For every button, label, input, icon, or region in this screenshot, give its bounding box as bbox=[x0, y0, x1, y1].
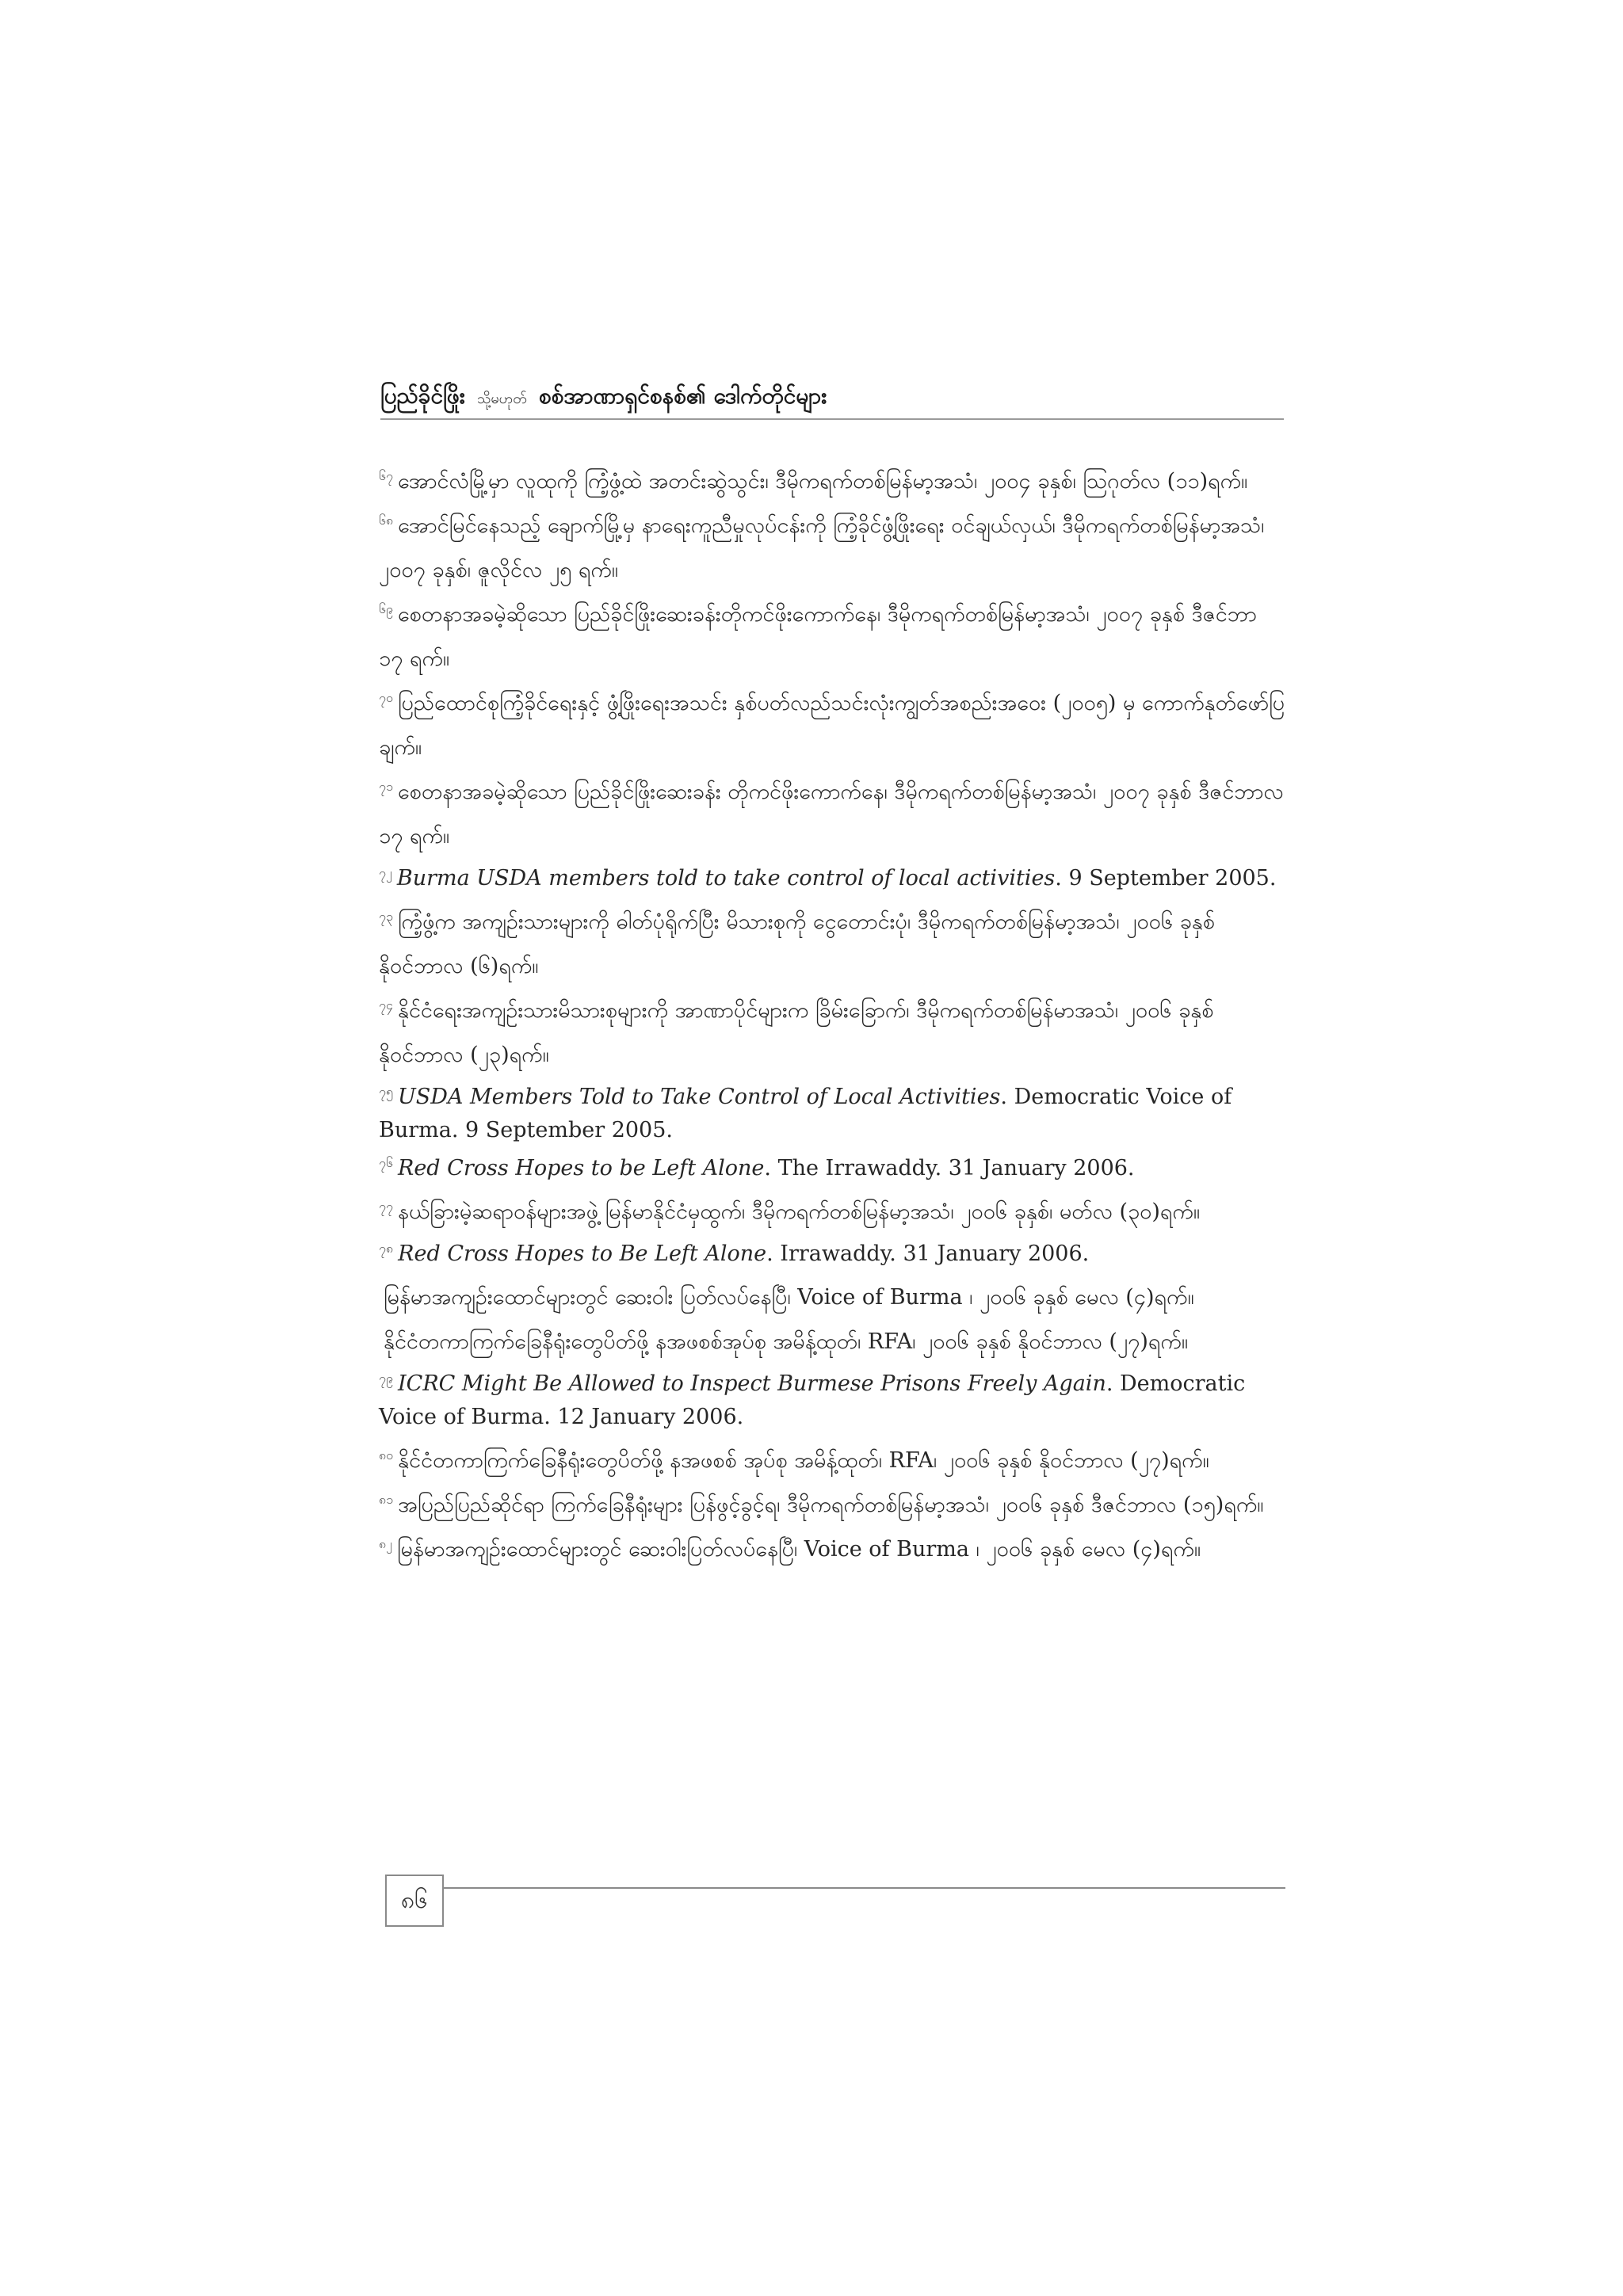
endnote bbox=[379, 593, 1286, 681]
endnote bbox=[379, 504, 1286, 593]
endnote bbox=[379, 460, 1286, 504]
endnote-text: နိုင်ငံတကာကြက်ခြေနီရုံးတွေပိတ်ဖို့ နအဖစစ်အုပ်စု အမိန့်ထုတ်၊ RFA၊ ၂၀၀၆ ခုနှစ် နိုဝင်ဘာလ (၂၇)ရက်။ bbox=[384, 1329, 1188, 1354]
endnote-title: ICRC Might Be Allowed to Inspect Burmese Prisons Freely Again bbox=[398, 1371, 1106, 1396]
endnote bbox=[379, 1483, 1286, 1527]
endnote-ref: ၇၅ bbox=[379, 1084, 393, 1099]
endnote-ref: ၇၄ bbox=[379, 997, 393, 1013]
endnote bbox=[379, 681, 1286, 770]
header-title: ပြည်ခိုင်ဖြိုး bbox=[380, 383, 465, 409]
endnote-ref: ၇၂ bbox=[379, 865, 392, 880]
endnote bbox=[379, 900, 1286, 989]
endnote bbox=[379, 1190, 1286, 1234]
endnote-ref: ၈၂ bbox=[379, 1536, 392, 1551]
endnote-title: Red Cross Hopes to Be Left Alone bbox=[398, 1241, 767, 1266]
endnote-ref: ၇၀ bbox=[379, 690, 393, 705]
endnote bbox=[379, 1238, 1286, 1271]
endnote-ref: ၆၇ bbox=[379, 468, 393, 483]
endnote bbox=[379, 1367, 1286, 1434]
endnote bbox=[379, 1276, 1286, 1320]
endnote bbox=[379, 989, 1286, 1077]
endnote-text: . Democratic Voice of Burma. 12 January 2006. bbox=[379, 1371, 1246, 1429]
footer-rule bbox=[444, 1887, 1285, 1889]
endnote-text: ပြည်ထောင်စုကြံ့ခိုင်ရေးနှင့် ဖွံ့ဖြိုးရေးအသင်း နှစ်ပတ်လည်သင်းလုံးကျွတ်အစည်းအဝေး (၂၀၀၅) မှ ကောက်နုတ်ဖော်ပြချက်။ bbox=[379, 691, 1285, 760]
endnotes-list bbox=[379, 460, 1286, 1572]
endnote bbox=[379, 1527, 1286, 1572]
endnote bbox=[379, 1152, 1286, 1185]
endnote-ref: ၈၁ bbox=[379, 1492, 394, 1507]
endnote bbox=[379, 1081, 1286, 1147]
endnote-title: Burma USDA members told to take control of local activities bbox=[396, 866, 1056, 891]
running-header bbox=[380, 379, 1284, 420]
header-subtitle: စစ်အာဏာရှင်စနစ်၏ ဒေါက်တိုင်များ bbox=[538, 383, 827, 409]
endnote-ref: ၈၀ bbox=[379, 1447, 394, 1463]
endnote-text: အောင်မြင်နေသည့် ချောက်မြို့မှ နာရေးကူညီမှုလုပ်ငန်းကို ကြံ့ခိုင်ဖွံ့ဖြိုးရေး ဝင်ချယ်လှယ်၊ ဒီမိုကရက်တစ်မြန်မာ့အသံ၊ ၂၀၀၇ ခုနှစ်၊ ဇူလိုင်လ ၂၅ ရက်။ bbox=[379, 513, 1265, 582]
endnote-title: Red Cross Hopes to be Left Alone bbox=[398, 1156, 765, 1180]
endnote-ref: ၇၇ bbox=[379, 1199, 393, 1214]
endnote-text: . The Irrawaddy. 31 January 2006. bbox=[764, 1156, 1135, 1180]
endnote-text: မြန်မာအကျဉ်းထောင်များတွင် ဆေးဝါး ပြတ်လပ်နေပြီ၊ Voice of Burma ၊ ၂၀၀၆ ခုနှစ် မေလ (၄)ရက်။ bbox=[384, 1285, 1194, 1310]
endnote-text: အောင်လံမြို့မှာ လူထုကို ကြံ့ဖွံ့ထဲ အတင်းဆွဲသွင်း၊ ဒီမိုကရက်တစ်မြန်မာ့အသံ၊ ၂၀၀၄ ခုနှစ်၊ ဩဂုတ်လ (၁၁)ရက်။ bbox=[398, 469, 1248, 494]
endnote-title: USDA Members Told to Take Control of Local Activities bbox=[398, 1085, 1001, 1109]
endnote-ref: ၇၉ bbox=[379, 1371, 393, 1386]
endnote-text: နယ်ခြားမဲ့ဆရာဝန်များအဖွဲ့ မြန်မာနိုင်ငံမှထွက်၊ ဒီမိုကရက်တစ်မြန်မာ့အသံ၊ ၂၀၀၆ ခုနှစ်၊ မတ်လ (၃၀)ရက်။ bbox=[398, 1199, 1200, 1224]
endnote bbox=[379, 770, 1286, 859]
endnote-text: ကြံ့ဖွံ့က အကျဉ်းသားများကို ဓါတ်ပုံရိုက်ပြီး မိသားစုကို ငွေတောင်းပုံ၊ ဒီမိုကရက်တစ်မြန်မာ့အသံ၊ ၂၀၀၆ ခုနှစ် နိုဝင်ဘာလ (၆)ရက်။ bbox=[379, 910, 1215, 978]
endnote-text: . Democratic Voice of Burma. 9 September 2005. bbox=[379, 1085, 1232, 1142]
page-footer bbox=[385, 1875, 1285, 1928]
endnote-text: စေတနာအခမဲ့ဆိုသော ပြည်ခိုင်ဖြိုးဆေးခန်းတိုကင်ဖိုးကောက်နေ၊ ဒီမိုကရက်တစ်မြန်မာ့အသံ၊ ၂၀၀၇ ခုနှစ် ဒီဇင်ဘာ ၁၇ ရက်။ bbox=[379, 602, 1257, 671]
endnote-ref: ၇၃ bbox=[379, 909, 393, 924]
endnote bbox=[379, 1320, 1286, 1364]
endnote-text: . Irrawaddy. 31 January 2006. bbox=[766, 1241, 1090, 1266]
endnote-ref: ၆၉ bbox=[379, 601, 393, 616]
endnote-ref: ၆၈ bbox=[379, 513, 394, 528]
endnote bbox=[379, 862, 1286, 895]
page-number: ၈၆ bbox=[385, 1875, 444, 1927]
header-conjunction: သို့မဟုတ် bbox=[476, 391, 527, 407]
endnote-text: စေတနာအခမဲ့ဆိုသော ပြည်ခိုင်ဖြိုးဆေးခန်း တိုကင်ဖိုးကောက်နေ၊ ဒီမိုကရက်တစ်မြန်မာ့အသံ၊ ၂၀၀၇ ခုနှစ် ဒီဇင်ဘာလ ၁၇ ရက်။ bbox=[379, 780, 1284, 849]
endnote-text: အပြည်ပြည်ဆိုင်ရာ ကြက်ခြေနီရုံးများ ပြန်ဖွင့်ခွင့်ရ၊ ဒီမိုကရက်တစ်မြန်မာ့အသံ၊ ၂၀၀၆ ခုနှစ် ဒီဇင်ဘာလ (၁၅)ရက်။ bbox=[398, 1493, 1264, 1517]
endnote bbox=[379, 1439, 1286, 1483]
endnote-text: မြန်မာအကျဉ်းထောင်များတွင် ဆေးဝါးပြတ်လပ်နေပြီ၊ Voice of Burma ၊ ၂၀၀၆ ခုနှစ် မေလ (၄)ရက်။ bbox=[397, 1537, 1201, 1562]
endnote-ref: ၇၆ bbox=[379, 1155, 393, 1170]
endnote-text: နိုင်ငံရေးအကျဉ်းသားမိသားစုများကို အာဏာပိုင်များက ခြိမ်းခြောက်၊ ဒီမိုကရက်တစ်မြန်မာအသံ၊ ၂၀၀၆ ခုနှစ် နိုဝင်ဘာလ (၂၃)ရက်။ bbox=[379, 998, 1214, 1067]
endnote-ref: ၇၁ bbox=[379, 779, 393, 794]
endnote-ref: ၇၈ bbox=[379, 1241, 394, 1256]
endnote-text: နိုင်ငံတကာကြက်ခြေနီရုံးတွေပိတ်ဖို့ နအဖစစ် အုပ်စု အမိန့်ထုတ်၊ RFA၊ ၂၀၀၆ ခုနှစ် နိုဝင်ဘာလ (၂၇)ရက်။ bbox=[398, 1448, 1209, 1473]
endnote-text: . 9 September 2005. bbox=[1055, 866, 1277, 891]
